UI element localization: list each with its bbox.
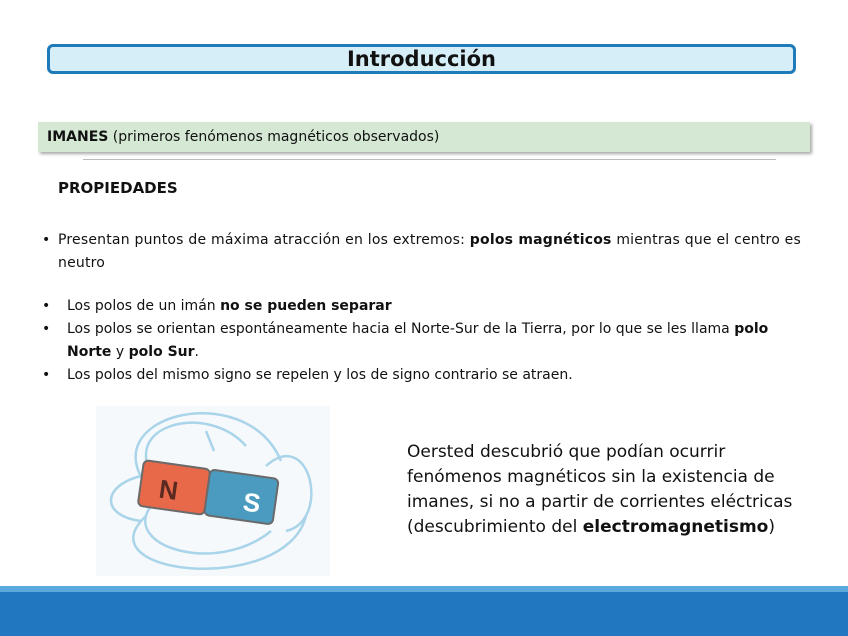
list-item xyxy=(42,295,801,318)
section-bar xyxy=(38,122,810,152)
footer-bar xyxy=(0,592,848,636)
bullet-text: Los polos de un imán xyxy=(67,298,216,314)
intro-text-bold: polos magnéticos xyxy=(469,232,612,248)
title-box xyxy=(47,44,796,74)
south-pole xyxy=(204,469,279,524)
north-label: N xyxy=(157,473,180,506)
magnet-image xyxy=(96,406,330,576)
bullet-mid: y xyxy=(115,344,125,360)
page-title: Introducción xyxy=(346,47,497,71)
oersted-post: ) xyxy=(768,517,775,537)
bullet-text: Los polos del mismo signo se repelen y los de signo contrario se atraen. xyxy=(67,367,573,383)
bullet-list xyxy=(42,295,801,387)
south-label: S xyxy=(241,486,263,519)
bullet-bold: no se pueden separar xyxy=(220,298,392,314)
bullet-post: . xyxy=(194,344,199,360)
list-item xyxy=(42,318,801,364)
oersted-paragraph xyxy=(407,440,807,540)
intro-bullet xyxy=(42,229,801,275)
section-bar-bold: IMANES xyxy=(47,129,109,145)
list-item xyxy=(42,364,801,387)
oersted-text: Oersted descubrió que podían ocurrir fenómenos magnéticos sin la existencia de imanes, si no a partir de corrientes eléctricas (descubrimiento del xyxy=(407,442,793,537)
bullet-dot: • xyxy=(42,367,51,383)
bullet-bold-2: polo Sur xyxy=(128,344,195,360)
magnet-illustration xyxy=(96,406,330,576)
bullet-dot: • xyxy=(42,321,51,337)
bullet-dot: • xyxy=(42,298,51,314)
bullet-text: Los polos se orientan espontáneamente hacia el Norte-Sur de la Tierra, por lo que se les llama xyxy=(67,321,730,337)
intro-text-post: mientras que el centro es neutro xyxy=(58,232,801,271)
bullet-dot: • xyxy=(42,232,51,248)
section-bar-text: (primeros fenómenos magnéticos observados) xyxy=(112,129,440,145)
divider xyxy=(83,159,776,160)
oersted-bold: electromagnetismo xyxy=(582,517,769,537)
properties-heading: PROPIEDADES xyxy=(58,179,178,197)
intro-text-pre: Presentan puntos de máxima atracción en los extremos: xyxy=(58,232,466,248)
bullet-bold: polo Norte xyxy=(67,321,769,360)
